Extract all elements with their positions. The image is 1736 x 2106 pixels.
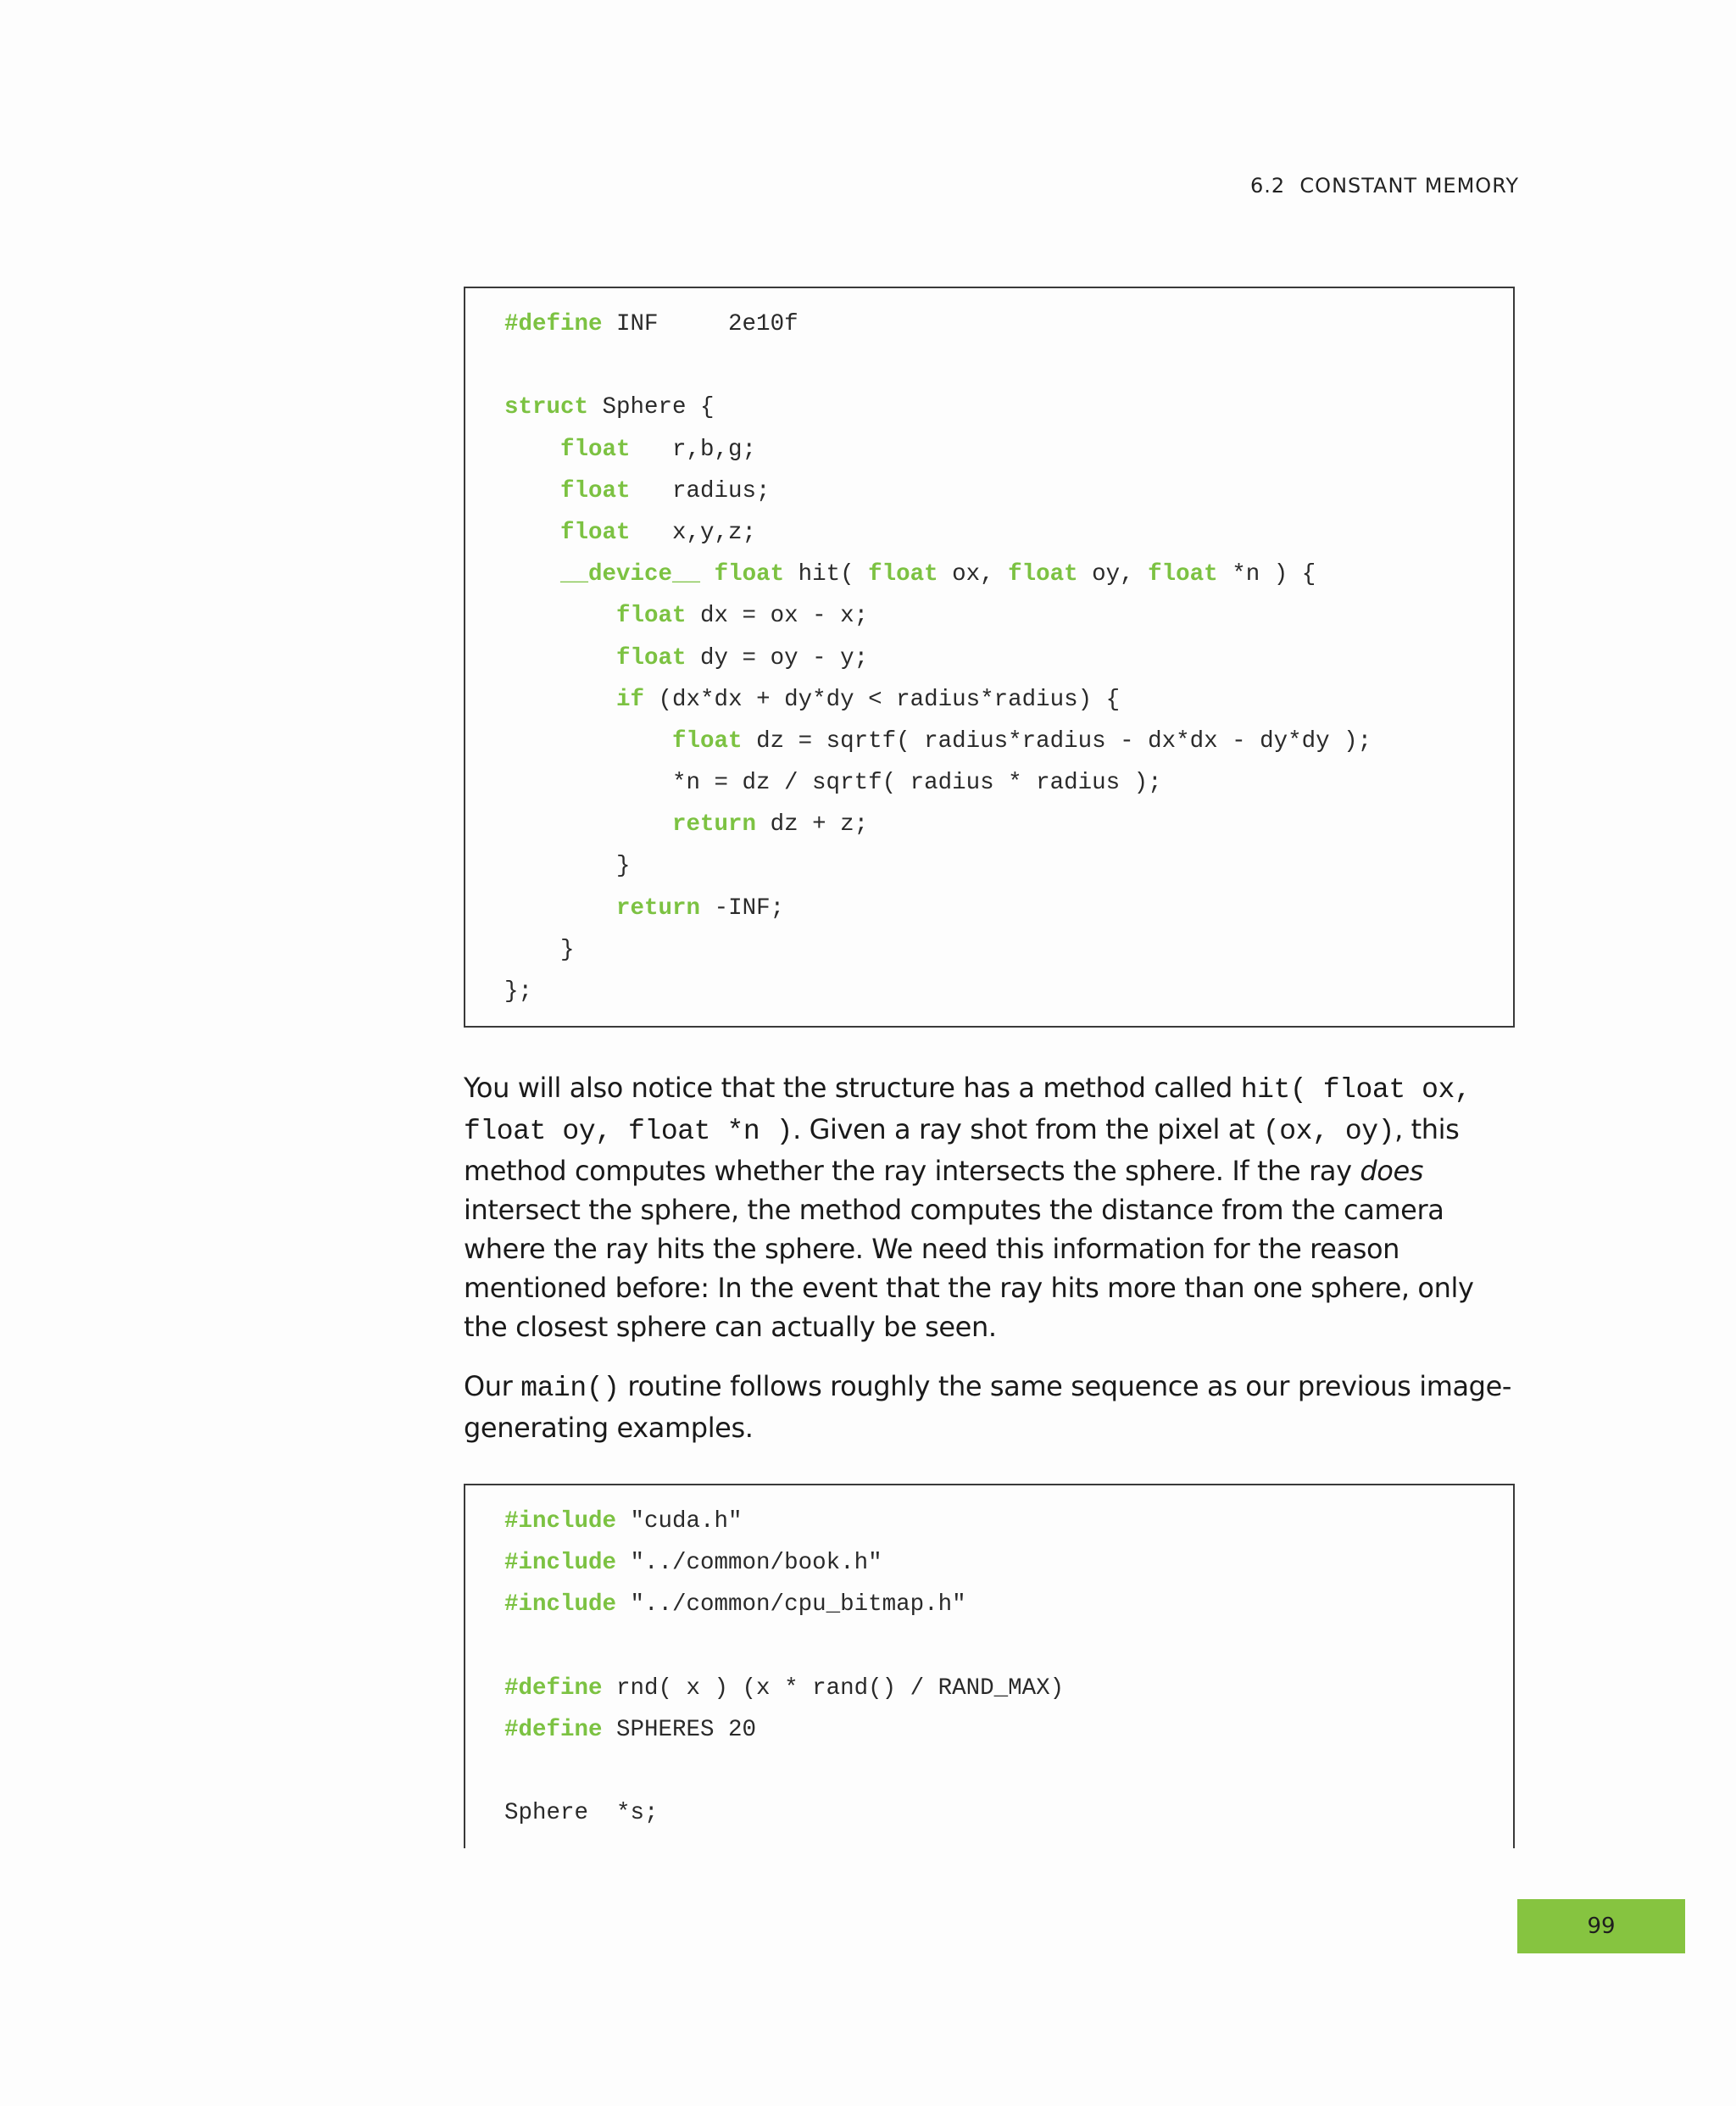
code-line bbox=[504, 1668, 1513, 1709]
inline-code: (ox, oy) bbox=[1262, 1116, 1395, 1147]
code-line bbox=[504, 721, 1513, 762]
code-line bbox=[504, 1542, 1513, 1584]
code-text: "../common/cpu_bitmap.h" bbox=[616, 1591, 966, 1618]
running-head: 6.2 CONSTANT MEMORY bbox=[1250, 174, 1519, 198]
code-line bbox=[504, 1626, 1513, 1668]
code-text bbox=[700, 561, 715, 588]
code-text: x,y,z; bbox=[630, 519, 757, 546]
code-text: -INF; bbox=[700, 894, 785, 922]
code-text: *n ) { bbox=[1217, 561, 1316, 588]
emphasis-text: does bbox=[1360, 1155, 1424, 1187]
code-keyword: float bbox=[1008, 561, 1078, 588]
code-text bbox=[504, 520, 560, 546]
code-line bbox=[504, 804, 1513, 845]
text-run: intersect the sphere, the method computes the distance from the camera where the ray hits the sphere. We need this information for the reason mentioned before: In the event that the ray hits more than one sphere, only the closest sphere can actually be seen. bbox=[464, 1194, 1474, 1343]
code-text bbox=[504, 728, 672, 755]
code-keyword: float bbox=[714, 561, 785, 588]
code-keyword: #define bbox=[504, 1674, 603, 1702]
code-text: Sphere { bbox=[588, 394, 715, 421]
text-run: , this method computes whether the ray intersects the sphere. If the ray bbox=[464, 1113, 1460, 1187]
code-line bbox=[504, 554, 1513, 595]
code-keyword: float bbox=[868, 561, 938, 588]
code-text bbox=[504, 645, 616, 671]
inline-code: main() bbox=[520, 1373, 620, 1404]
code-keyword: float bbox=[560, 477, 631, 504]
code-line bbox=[504, 1751, 1513, 1792]
code-line bbox=[504, 595, 1513, 637]
code-text: SPHERES 20 bbox=[602, 1716, 757, 1743]
code-line bbox=[504, 929, 1513, 971]
code-text: (dx*dx + dy*dy < radius*radius) { bbox=[644, 686, 1121, 713]
code-line bbox=[504, 762, 1513, 804]
code-text: INF 2e10f bbox=[602, 311, 798, 337]
code-line bbox=[504, 512, 1513, 554]
text-run: routine follows roughly the same sequence as our previous image-generating examples. bbox=[464, 1370, 1512, 1444]
code-text: Sphere *s; bbox=[504, 1800, 659, 1827]
code-listing-includes bbox=[464, 1484, 1515, 1848]
code-text bbox=[504, 895, 616, 922]
code-text: dy = oy - y; bbox=[686, 644, 869, 671]
text-run: Our bbox=[464, 1370, 521, 1402]
code-line bbox=[504, 1584, 1513, 1625]
code-keyword: return bbox=[672, 811, 757, 838]
code-line bbox=[504, 638, 1513, 679]
code-line bbox=[504, 471, 1513, 512]
page-number-badge bbox=[1517, 1899, 1685, 1953]
code-text bbox=[504, 603, 616, 629]
code-text bbox=[504, 437, 560, 463]
code-text: r,b,g; bbox=[630, 436, 757, 463]
code-keyword: float bbox=[616, 644, 687, 671]
code-line bbox=[504, 1501, 1513, 1542]
code-keyword: return bbox=[616, 894, 701, 922]
code-keyword: float bbox=[560, 519, 631, 546]
body-paragraph-main-routine bbox=[464, 1367, 1519, 1447]
code-line bbox=[504, 1709, 1513, 1751]
code-keyword: #define bbox=[504, 1716, 603, 1743]
code-text: ox, bbox=[938, 561, 1009, 588]
code-keyword: #include bbox=[504, 1550, 617, 1577]
code-text: "../common/book.h" bbox=[616, 1550, 882, 1577]
code-text bbox=[504, 478, 560, 504]
code-text bbox=[504, 561, 560, 588]
code-line bbox=[504, 304, 1513, 345]
code-line bbox=[504, 679, 1513, 721]
text-run: . Given a ray shot from the pixel at bbox=[793, 1113, 1263, 1145]
code-text: dx = ox - x; bbox=[686, 603, 869, 630]
code-keyword: float bbox=[672, 727, 743, 755]
code-text: dz = sqrtf( radius*radius - dx*dx - dy*dy ); bbox=[742, 727, 1372, 755]
code-text: "cuda.h" bbox=[616, 1508, 743, 1535]
code-line bbox=[504, 345, 1513, 387]
code-text bbox=[504, 811, 672, 838]
code-listing-sphere-struct bbox=[464, 287, 1515, 1028]
code-text: oy, bbox=[1077, 561, 1149, 588]
code-text: hit( bbox=[784, 561, 869, 588]
inline-code: hit( float ox, float oy, float *n ) bbox=[464, 1074, 1472, 1147]
code-text bbox=[504, 687, 616, 713]
code-text: *n = dz / sqrtf( radius * radius ); bbox=[504, 770, 1162, 797]
code-line bbox=[504, 387, 1513, 428]
code-keyword: float bbox=[560, 436, 631, 463]
code-keyword: #include bbox=[504, 1591, 617, 1618]
code-text: } bbox=[504, 936, 575, 963]
code-line bbox=[504, 971, 1513, 1012]
code-text: dz + z; bbox=[756, 811, 869, 838]
code-text: rnd( x ) (x * rand() / RAND_MAX) bbox=[602, 1674, 1065, 1702]
code-line bbox=[504, 429, 1513, 471]
text-run: You will also notice that the structure has a method called bbox=[464, 1072, 1241, 1104]
code-line bbox=[504, 1792, 1513, 1834]
paragraph-text bbox=[464, 1367, 1519, 1447]
code-line bbox=[504, 888, 1513, 929]
code-line bbox=[504, 845, 1513, 887]
paragraph-text bbox=[464, 1068, 1519, 1346]
code-keyword: float bbox=[1148, 561, 1218, 588]
code-keyword: struct bbox=[504, 394, 589, 421]
code-keyword: if bbox=[616, 686, 645, 713]
body-paragraph-hit-method bbox=[464, 1068, 1519, 1346]
code-keyword: #include bbox=[504, 1508, 617, 1535]
code-keyword: float bbox=[616, 603, 687, 630]
code-keyword: #define bbox=[504, 311, 603, 337]
code-text: } bbox=[504, 853, 631, 880]
code-keyword: __device__ bbox=[560, 561, 701, 588]
page-number: 99 bbox=[1587, 1914, 1616, 1939]
code-text: }; bbox=[504, 978, 533, 1005]
code-text: radius; bbox=[630, 477, 771, 504]
